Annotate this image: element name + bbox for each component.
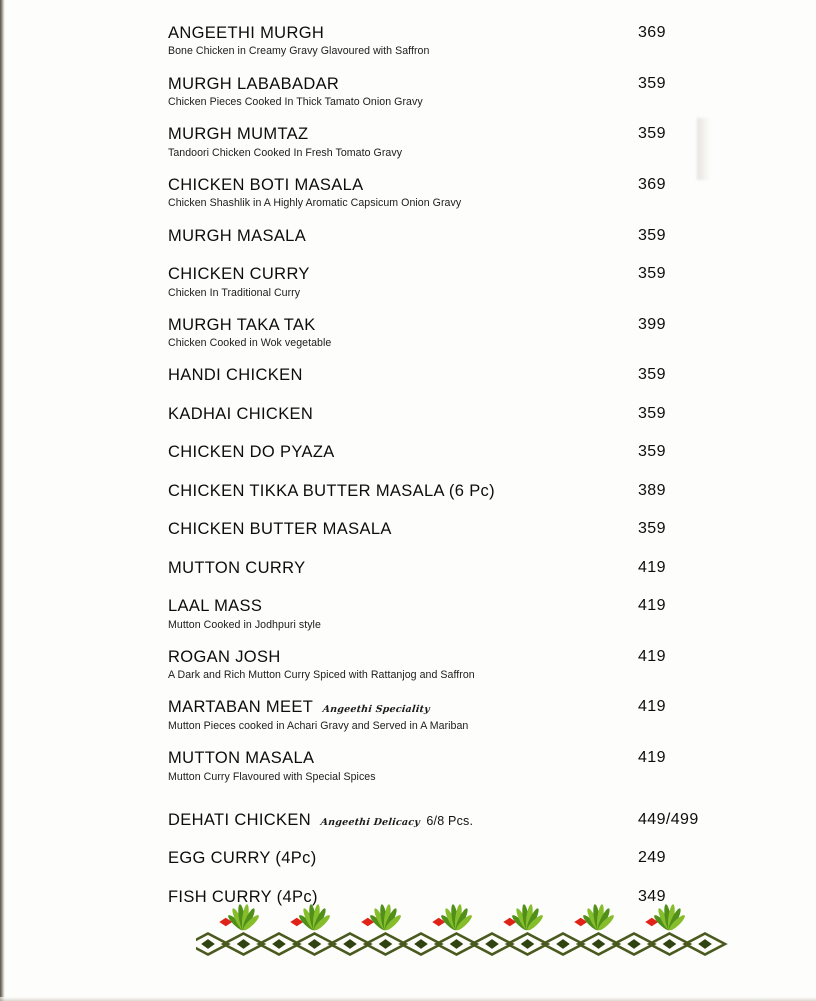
menu-item-title-line: [168, 520, 392, 538]
floral-diamond-divider: [196, 898, 736, 960]
menu-item-row: [168, 125, 730, 159]
menu-item-info: [168, 75, 423, 109]
menu-item-info: [168, 482, 495, 500]
menu-item-description: Chicken Shashlik in A Highly Aromatic Capsicum Onion Gravy: [168, 197, 462, 210]
menu-item-title-line: [168, 811, 473, 829]
menu-item-name: MURGH LABABADAR: [168, 74, 340, 93]
divider-leaf-cluster: [368, 904, 402, 932]
divider-diamond-core: [485, 939, 499, 949]
divider-diamond-core: [414, 939, 428, 949]
menu-item-title-line: [168, 366, 303, 384]
menu-item-price: 359: [638, 74, 666, 92]
menu-item-row: [168, 227, 730, 245]
menu-item-price: 449/499: [638, 810, 699, 828]
menu-item-name: CHICKEN CURRY: [168, 265, 310, 284]
menu-item-description: A Dark and Rich Mutton Curry Spiced with Rattanjog and Saffron: [168, 669, 475, 682]
menu-item-price: 399: [638, 315, 666, 333]
divider-diamond-core: [272, 939, 286, 949]
menu-item-speciality-tag: Angeethi Speciality: [322, 704, 431, 716]
menu-item-description: Chicken Pieces Cooked In Thick Tamato Onion Gravy: [168, 96, 423, 109]
menu-item-info: [168, 366, 303, 384]
divider-diamond-core: [556, 939, 570, 949]
scan-edge-left: [0, 0, 5, 1001]
scan-edge-bottom: [0, 997, 816, 1001]
menu-item-row: [168, 648, 730, 682]
menu-item-portion-suffix: 6/8 Pcs.: [426, 813, 474, 828]
menu-item-price: 369: [638, 24, 666, 41]
menu-item-price: 359: [638, 520, 666, 538]
menu-item-row: [168, 316, 730, 350]
menu-item-name: EGG CURRY (4Pc): [168, 849, 317, 868]
menu-item-row: [168, 811, 730, 829]
menu-item-name: MUTTON CURRY: [168, 558, 306, 577]
menu-item-row: [168, 366, 730, 384]
menu-item-title-line: [168, 316, 331, 334]
menu-item-price: 419: [638, 647, 666, 665]
menu-item-name: CHICKEN DO PYAZA: [168, 443, 335, 462]
menu-item-price: 419: [638, 749, 666, 767]
divider-diamond-core: [521, 939, 535, 949]
menu-item-name: CHICKEN TIKKA BUTTER MASALA (6 Pc): [168, 481, 496, 500]
menu-item-description: Chicken Cooked in Wok vegetable: [168, 337, 332, 350]
menu-item-price: 359: [638, 366, 666, 384]
menu-item-title-line: [168, 125, 402, 143]
menu-item-name: KADHAI CHICKEN: [168, 404, 314, 423]
divider-leaf-cluster: [652, 904, 686, 932]
menu-item-info: [168, 811, 473, 829]
menu-item-title-line: [168, 176, 461, 194]
menu-item-title-line: [168, 849, 317, 867]
menu-item-row: [168, 749, 730, 783]
divider-diamond-core: [308, 939, 322, 949]
menu-item-info: [168, 849, 317, 867]
menu-item-row: [168, 176, 730, 210]
menu-item-info: [168, 316, 331, 350]
divider-diamond-core: [201, 939, 215, 949]
menu-item-info: [168, 24, 429, 58]
menu-item-name: ANGEETHI MURGH: [168, 24, 325, 42]
menu-item-info: [168, 176, 461, 210]
divider-diamond-core: [698, 939, 712, 949]
divider-diamond-core: [379, 939, 393, 949]
menu-item-price: 359: [638, 125, 666, 143]
menu-item-speciality-tag: Angeethi Delicacy: [320, 816, 421, 828]
menu-item-description: Mutton Cooked in Jodhpuri style: [168, 618, 321, 631]
menu-item-info: [168, 597, 321, 631]
menu-item-info: [168, 698, 468, 732]
menu-item-info: [168, 227, 306, 245]
menu-item-title-line: [168, 648, 475, 666]
menu-item-name: ROGAN JOSH: [168, 647, 281, 666]
menu-item-price: 389: [638, 481, 666, 499]
divider-diamond-core: [343, 939, 357, 949]
divider-diamond-core: [663, 939, 677, 949]
menu-item-title-line: [168, 405, 313, 423]
menu-item-price: 359: [638, 404, 666, 422]
divider-svg: [196, 898, 736, 960]
divider-diamond-core: [627, 939, 641, 949]
menu-item-name: MURGH TAKA TAK: [168, 315, 316, 334]
menu-item-price: 419: [638, 698, 666, 716]
divider-diamond-core: [450, 939, 464, 949]
menu-item-row: [168, 597, 730, 631]
divider-leaf-cluster: [510, 904, 544, 932]
menu-item-price: 419: [638, 558, 666, 576]
menu-item-name: LAAL MASS: [168, 597, 263, 616]
menu-item-info: [168, 559, 305, 577]
menu-item-description: Mutton Pieces cooked in Achari Gravy and Served in A Mariban: [168, 719, 469, 732]
menu-item-info: [168, 125, 402, 159]
menu-item-title-line: [168, 443, 335, 461]
menu-item-title-line: [168, 698, 468, 716]
menu-item-row: [168, 482, 730, 500]
menu-item-title-line: [168, 559, 305, 577]
menu-item-info: [168, 520, 392, 538]
menu-item-info: [168, 749, 376, 783]
menu-item-name: DEHATI CHICKEN: [168, 810, 312, 829]
menu-item-price: 359: [638, 443, 666, 461]
menu-item-info: [168, 443, 335, 461]
divider-leaf-cluster: [226, 904, 260, 932]
menu-item-name: MURGH MASALA: [168, 226, 307, 245]
menu-item-row: [168, 443, 730, 461]
menu-item-price: 359: [638, 226, 666, 244]
menu-item-title-line: [168, 749, 376, 767]
menu-item-name: CHICKEN BUTTER MASALA: [168, 520, 392, 539]
menu-item-title-line: [168, 227, 306, 245]
menu-item-name: MARTABAN MEET: [168, 698, 314, 717]
menu-item-row: [168, 265, 730, 299]
menu-item-row: [168, 559, 730, 577]
menu-item-title-line: [168, 482, 495, 500]
menu-item-info: [168, 648, 475, 682]
menu-item-title-line: [168, 24, 429, 42]
menu-item-price: 249: [638, 849, 666, 867]
menu-item-price: 359: [638, 265, 666, 283]
menu-item-price: 369: [638, 175, 666, 193]
menu-item-description: Chicken In Traditional Curry: [168, 286, 301, 299]
menu-item-row: [168, 520, 730, 538]
divider-leaf-cluster: [439, 904, 473, 932]
menu-item-row: [168, 698, 730, 732]
menu-item-info: [168, 265, 310, 299]
divider-leaf-cluster: [581, 904, 615, 932]
menu-item-info: [168, 405, 313, 423]
menu-item-row: [168, 75, 730, 109]
menu-item-description: Mutton Curry Flavoured with Special Spices: [168, 770, 376, 783]
menu-item-title-line: [168, 597, 321, 615]
menu-item-name: CHICKEN BOTI MASALA: [168, 175, 364, 194]
menu-item-price: 349: [638, 887, 666, 905]
menu-item-name: MURGH MUMTAZ: [168, 125, 309, 144]
menu-item-price: 419: [638, 597, 666, 615]
menu-item-name: MUTTON MASALA: [168, 749, 315, 768]
menu-item-description: Tandoori Chicken Cooked In Fresh Tomato Gravy: [168, 146, 403, 159]
menu-item-list: [168, 24, 730, 926]
menu-item-row: [168, 24, 730, 58]
menu-item-title-line: [168, 265, 310, 283]
divider-diamond-core: [237, 939, 251, 949]
menu-item-row: [168, 405, 730, 423]
menu-item-title-line: [168, 75, 423, 93]
menu-item-name: FISH CURRY (4Pc): [168, 887, 318, 906]
menu-item-name: HANDI CHICKEN: [168, 366, 303, 385]
divider-diamond-core: [592, 939, 606, 949]
menu-item-description: Bone Chicken in Creamy Gravy Glavoured with Saffron: [168, 45, 430, 58]
menu-item-row: [168, 849, 730, 867]
divider-leaf-cluster: [297, 904, 331, 932]
